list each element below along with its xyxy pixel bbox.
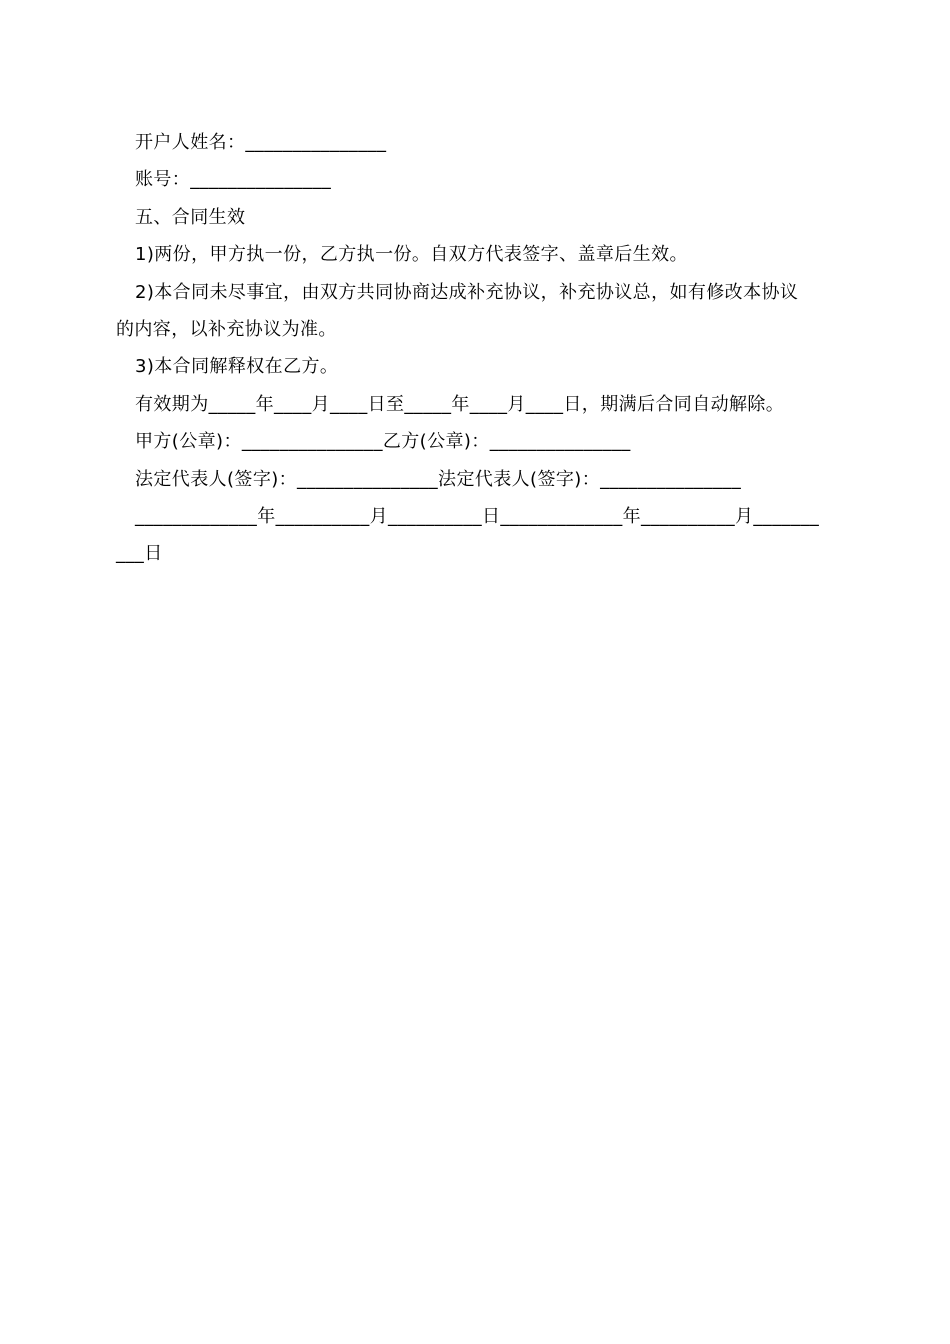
- clause-3: 3)本合同解释权在乙方。: [135, 356, 339, 378]
- account-holder-line: 开户人姓名：_______________: [135, 132, 387, 153]
- signature-dates-continuation: ___日: [116, 543, 163, 565]
- party-seals-line: 甲方(公章)：_______________乙方(公章)：_______________: [135, 431, 631, 453]
- document-body: [116, 124, 840, 573]
- account-number-line: 账号：_______________: [135, 169, 332, 191]
- legal-representatives-line: 法定代表人(签字)：_______________法定代表人(签字)：_______________: [135, 468, 742, 490]
- section-five-heading: 五、合同生效: [135, 206, 246, 228]
- clause-1: 1)两份，甲方执一份，乙方执一份。自双方代表签字、盖章后生效。: [135, 244, 688, 266]
- clause-2-continuation: 的内容，以补充协议为准。: [116, 319, 337, 341]
- signature-dates-line: _____________年__________月__________日_____________年__________月_______: [135, 506, 820, 528]
- validity-period-line: 有效期为_____年____月____日至_____年____月____日，期满后合同自动解除。: [135, 393, 785, 415]
- clause-2-first-line: 2)本合同未尽事宜，由双方共同协商达成补充协议，补充协议总，如有修改本协议: [135, 281, 799, 303]
